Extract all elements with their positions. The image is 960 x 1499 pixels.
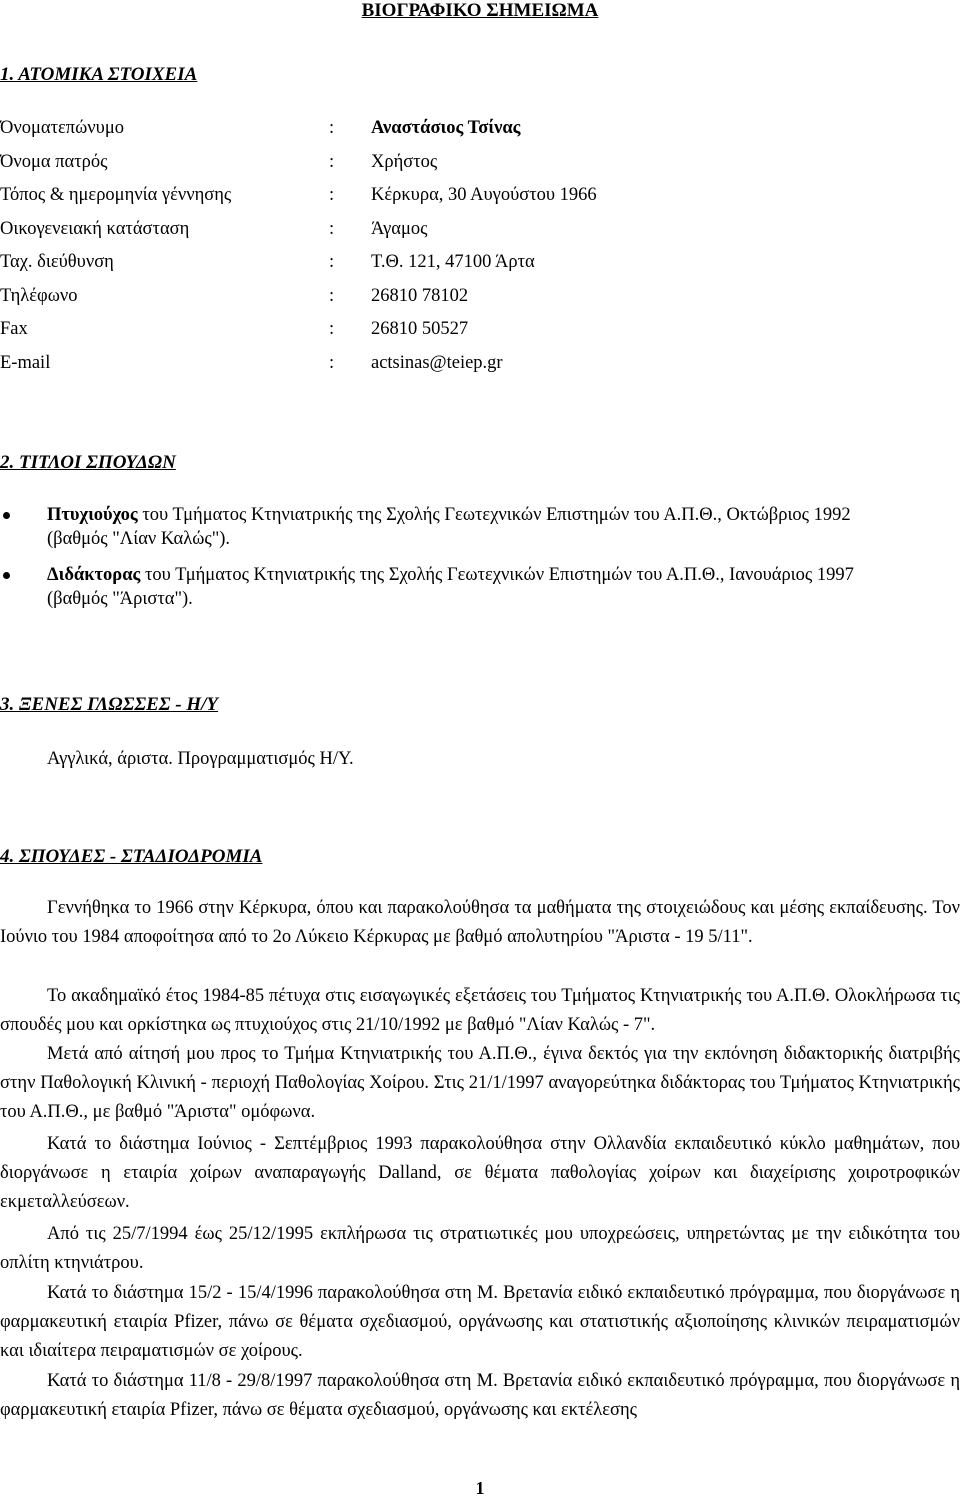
- info-value: actsinas@teiep.gr: [371, 352, 503, 373]
- info-row-marital-status: [0, 218, 960, 252]
- section-heading-degrees: 2. ΤΙΤΛΟΙ ΣΠΟΥΔΩΝ: [0, 452, 176, 473]
- info-row-birth: [0, 184, 960, 218]
- info-label: Ταχ. διεύθυνση: [0, 252, 114, 272]
- info-colon: :: [329, 151, 335, 172]
- degree-item-bachelor: [0, 503, 960, 563]
- section-heading-personal-info: 1. ΑΤΟΜΙΚΑ ΣΤΟΙΧΕΙΑ: [0, 64, 198, 85]
- info-row-email: [0, 352, 960, 386]
- info-label: E-mail: [0, 352, 51, 373]
- info-colon: :: [329, 185, 335, 205]
- info-value: Άγαμος: [371, 218, 428, 239]
- info-row-fax: [0, 318, 960, 352]
- degree-title: Πτυχιούχος: [47, 505, 138, 525]
- degree-grade: (βαθμός "Λίαν Καλώς").: [47, 529, 231, 549]
- section-heading-languages: 3. ΞΕΝΕΣ ΓΛΩΣΣΕΣ - Η/Υ: [0, 694, 219, 715]
- paragraph-text: Κατά το διάστημα 15/2 - 15/4/1996 παρακολούθησα στη Μ. Βρετανία ειδικό εκπαιδευτικό πρόγραμμα, που διοργάνωσε η φαρμακευτική εταιρία Pfizer, πάνω σε θέματα σχεδιασμού, οργάνωσης και στατιστικής αξιοποίησης κλινικών πειραματισμών και ιδιαίτερα πειραματισμών σε χοίρους.: [0, 1283, 960, 1361]
- degree-title: Διδάκτορας: [47, 565, 141, 585]
- info-value: Χρήστος: [371, 151, 438, 172]
- career-paragraph: [0, 1279, 960, 1366]
- career-paragraph: [0, 894, 960, 952]
- paragraph-text: Μετά από αίτησή μου προς το Τμήμα Κτηνιατρικής του Α.Π.Θ., έγινα δεκτός για την εκπόνηση διδακτορικής διατριβής στην Παθολογική Κλινική - περιοχή Παθολογίας Χοίρου. Στις 21/1/1997 αναγορεύτηκα διδάκτορας του Τμήματος Κτηνιατρικής του Α.Π.Θ., με βαθμό "Άριστα" ομόφωνα.: [0, 1044, 960, 1122]
- info-value: Αναστάσιος Τσίνας: [371, 118, 521, 138]
- languages-text: Αγγλικά, άριστα. Προγραμματισμός Η/Υ.: [47, 749, 354, 769]
- career-paragraph: [0, 1220, 960, 1278]
- career-paragraph: [0, 1040, 960, 1127]
- info-label: Όνοματεπώνυμο: [0, 118, 124, 138]
- career-paragraph: [0, 982, 960, 1040]
- info-row-phone: [0, 285, 960, 319]
- document-title: ΒΙΟΓΡΑΦΙΚΟ ΣΗΜΕΙΩΜΑ: [361, 0, 599, 21]
- info-row-postal-address: [0, 251, 960, 285]
- paragraph-text: Από τις 25/7/1994 έως 25/12/1995 εκπλήρωσα τις στρατιωτικές μου υποχρεώσεις, υπηρετώντας με την ειδικότητα του οπλίτη κτηνιάτρου.: [0, 1224, 960, 1273]
- career-paragraph: [0, 1130, 960, 1217]
- info-colon: :: [329, 319, 335, 339]
- personal-info-table: [0, 117, 960, 385]
- info-colon: :: [329, 285, 335, 306]
- info-colon: :: [329, 352, 335, 373]
- degree-details: του Τμήματος Κτηνιατρικής της Σχολής Γεωτεχνικών Επιστημών του Α.Π.Θ., Οκτώβριος 1992: [137, 505, 851, 525]
- paragraph-text: Κατά το διάστημα 11/8 - 29/8/1997 παρακολούθησα στη Μ. Βρετανία ειδικό εκπαιδευτικό πρόγραμμα, που διοργάνωσε η φαρμακευτική εταιρία Pfizer, πάνω σε θέματα σχεδιασμού, οργάνωσης και εκτέλεσης: [0, 1371, 960, 1420]
- info-label: Όνομα πατρός: [0, 151, 108, 172]
- paragraph-text: Το ακαδημαϊκό έτος 1984-85 πέτυχα στις εισαγωγικές εξετάσεις του Τμήματος Κτηνιατρικής του Α.Π.Θ. Ολοκλήρωσα τις σπουδές μου και ορκίστηκα ως πτυχιούχος στις 21/10/1992 με βαθμό "Λίαν Καλώς - 7".: [0, 986, 960, 1035]
- info-label: Fax: [0, 319, 28, 339]
- info-row-name: [0, 117, 960, 151]
- bullet-icon: [3, 572, 10, 579]
- paragraph-text: Γεννήθηκα το 1966 στην Κέρκυρα, όπου και παρακολούθησα τα μαθήματα της στοιχειώδους και μέσης εκπαίδευσης. Τον Ιούνιο του 1984 αποφοίτησα από το 2ο Λύκειο Κέρκυρας με βαθμό απολυτηρίου "Άριστα - 19 5/11".: [0, 898, 960, 947]
- info-row-father-name: [0, 151, 960, 185]
- page-number: 1: [475, 1478, 485, 1498]
- career-paragraph: [0, 1367, 960, 1425]
- info-value: Τ.Θ. 121, 47100 Άρτα: [371, 252, 535, 272]
- bullet-icon: [3, 512, 10, 519]
- section-heading-studies-career: 4. ΣΠΟΥΔΕΣ - ΣΤΑΔΙΟΔΡΟΜΙΑ: [0, 846, 263, 867]
- info-label: Τηλέφωνο: [0, 285, 78, 306]
- degree-grade: (βαθμός "Άριστα").: [47, 589, 193, 609]
- info-label: Τόπος & ημερομηνία γέννησης: [0, 185, 232, 205]
- degrees-list: [0, 503, 960, 623]
- info-colon: :: [329, 252, 335, 272]
- info-value: 26810 50527: [371, 319, 469, 339]
- info-value: Κέρκυρα, 30 Αυγούστου 1966: [371, 185, 597, 205]
- paragraph-text: Κατά το διάστημα Ιούνιος - Σεπτέμβριος 1993 παρακολούθησα στην Ολλανδία εκπαιδευτικό κύκλο μαθημάτων, που διοργάνωσε η εταιρία χοίρων αναπαραγωγής Dalland, σε θέματα παθολογίας χοίρων και διαχείρισης χοιροτροφικών εκμεταλλεύσεων.: [0, 1134, 960, 1212]
- degree-details: του Τμήματος Κτηνιατρικής της Σχολής Γεωτεχνικών Επιστημών του Α.Π.Θ., Ιανουάριος 1997: [140, 565, 854, 585]
- info-colon: :: [329, 118, 335, 138]
- info-value: 26810 78102: [371, 285, 469, 306]
- info-colon: :: [329, 218, 335, 239]
- degree-item-doctorate: [0, 563, 960, 623]
- info-label: Οικογενειακή κατάσταση: [0, 218, 190, 239]
